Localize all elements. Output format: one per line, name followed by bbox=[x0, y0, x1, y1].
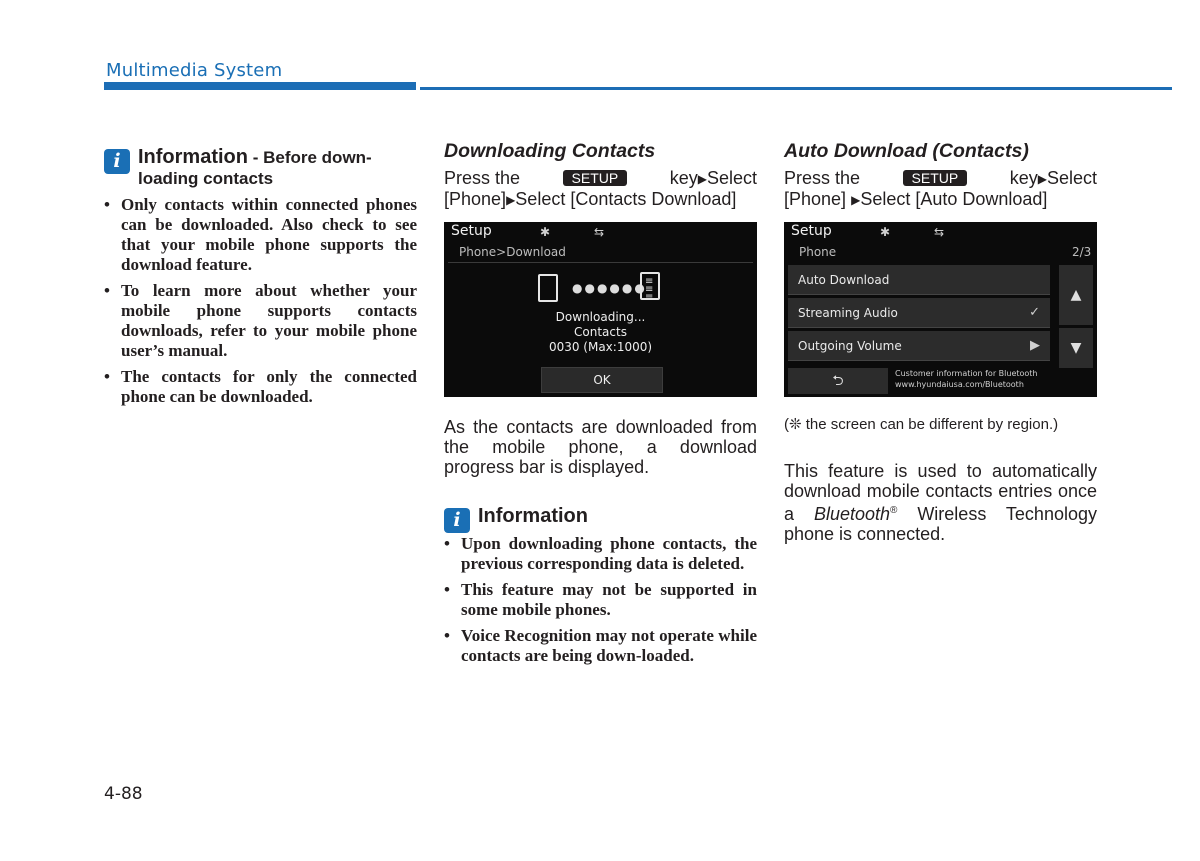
header-rule-thick bbox=[104, 82, 416, 90]
scroll-down-button[interactable] bbox=[1059, 328, 1093, 368]
phone-icon bbox=[538, 274, 558, 302]
column-3 bbox=[784, 140, 1097, 544]
customer-info: Customer information for Bluetooth www.hyundaiusa.com/Bluetooth bbox=[895, 369, 1038, 389]
arrow-right-icon: ▶ bbox=[1030, 338, 1040, 353]
usb-icon: ⇆ bbox=[934, 225, 945, 239]
info-bullets bbox=[444, 534, 757, 666]
bluetooth-icon: ✱ bbox=[540, 225, 551, 239]
usb-icon: ⇆ bbox=[594, 225, 605, 239]
count-label: 0030 (Max:1000) bbox=[548, 340, 653, 354]
back-icon: ⮌ bbox=[832, 373, 844, 389]
section-title-auto-download: Auto Download (Contacts) bbox=[784, 140, 1029, 162]
check-icon: ✓ bbox=[1029, 305, 1040, 320]
setup-key: SETUP bbox=[903, 170, 968, 186]
page-indicator: 2/3 bbox=[1072, 245, 1092, 259]
downloading-label: Downloading... bbox=[555, 310, 646, 324]
info-title: Information bbox=[478, 505, 588, 527]
info-subtitle-2: loading contacts bbox=[138, 169, 274, 188]
paragraph: As the contacts are downloaded from the mobile phone, a download progress bar is displayed. bbox=[444, 417, 757, 477]
menu-item-outgoing-volume[interactable]: Outgoing Volume ▶ bbox=[788, 331, 1050, 361]
contacts-doc-icon: ≡ ≡ ≡ bbox=[640, 272, 660, 300]
info-icon: i bbox=[444, 508, 470, 533]
screen-title: Setup bbox=[791, 223, 832, 239]
list-item: • Upon downloading phone contacts, the previous corresponding data is deleted. bbox=[444, 534, 757, 574]
arrow-right-icon: ▶ bbox=[851, 193, 861, 207]
screen-title: Setup bbox=[451, 223, 492, 239]
setup-key: SETUP bbox=[563, 170, 628, 186]
header-title: Multimedia System bbox=[106, 60, 283, 81]
region-note: (❊ the screen can be different by region.) bbox=[784, 416, 1059, 433]
menu-item-auto-download[interactable]: Auto Download bbox=[788, 265, 1050, 295]
info-heading bbox=[104, 146, 417, 189]
screen-subtitle: Phone bbox=[799, 245, 837, 259]
instruction-text: Press the SETUP key▶Select [Phone] ▶Select [Auto Download] bbox=[784, 168, 1097, 209]
download-screen bbox=[444, 222, 757, 397]
info-subtitle: - Before down- bbox=[248, 148, 372, 167]
list-item: • To learn more about whether your mobile phone supports contacts downloads, refer to your mobile phone user’s manual. bbox=[104, 281, 417, 361]
menu-item-streaming-audio[interactable]: Streaming Audio ✓ bbox=[788, 298, 1050, 328]
section-title-downloading: Downloading Contacts bbox=[444, 140, 656, 162]
header-rule-thin bbox=[420, 87, 1172, 90]
column-1 bbox=[104, 140, 417, 413]
info-title: Information bbox=[138, 146, 248, 168]
bluetooth-brand: Bluetooth bbox=[813, 504, 891, 524]
paragraph: This feature is used to automatically download mobile contacts entries once a Bluetooth® Wireless Technology phone is connected. bbox=[784, 461, 1097, 544]
arrow-up-icon: ▲ bbox=[1070, 287, 1082, 303]
phone-settings-screen bbox=[784, 222, 1097, 397]
bluetooth-icon: ✱ bbox=[880, 225, 891, 239]
column-2 bbox=[444, 140, 757, 672]
ok-button[interactable]: OK bbox=[541, 367, 663, 393]
scroll-up-button[interactable] bbox=[1059, 265, 1093, 325]
arrow-right-icon: ▶ bbox=[506, 193, 516, 207]
list-item: • Only contacts within connected phones can be downloaded. Also check to see that your mobile phone supports the download feature. bbox=[104, 195, 417, 275]
progress-dots-icon: ●●●●●● bbox=[572, 281, 647, 295]
back-button[interactable] bbox=[788, 368, 888, 394]
info-bullets bbox=[104, 195, 417, 407]
page-number: 4-88 bbox=[104, 784, 143, 804]
list-item: • This feature may not be supported in some mobile phones. bbox=[444, 580, 757, 620]
info-icon: i bbox=[104, 149, 130, 174]
contacts-label: Contacts bbox=[574, 325, 627, 339]
arrow-down-icon: ▼ bbox=[1070, 340, 1082, 356]
arrow-right-icon: ▶ bbox=[697, 172, 707, 186]
instruction-text: Press the SETUP key▶Select [Phone]▶Select [Contacts Download] bbox=[444, 168, 757, 209]
list-item: • Voice Recognition may not operate while contacts are being down-loaded. bbox=[444, 626, 757, 666]
screen-subtitle: Phone>Download bbox=[459, 245, 566, 259]
arrow-right-icon: ▶ bbox=[1037, 172, 1047, 186]
screen-divider bbox=[448, 262, 753, 263]
info-heading-2 bbox=[444, 505, 757, 531]
list-item: • The contacts for only the connected phone can be downloaded. bbox=[104, 367, 417, 407]
